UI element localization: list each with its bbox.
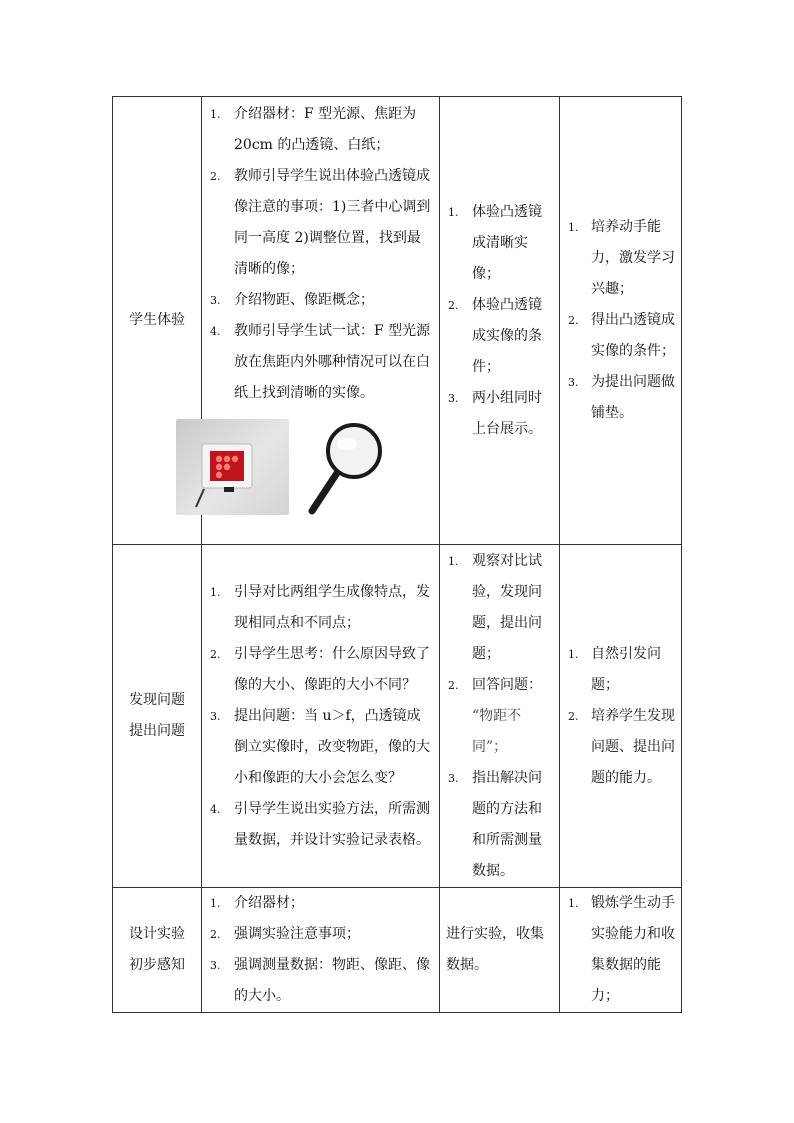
- list-item: 1. 体验凸透镜成清晰实像；: [448, 203, 542, 282]
- list-item: 2. 教师引导学生说出体验凸透镜成像注意的事项：1)三者中心调到同一高度 2)调整位置，找到最清晰的像；: [210, 168, 431, 277]
- list-item: 3. 提出问题：当 u＞f，凸透镜成倒立实像时，改变物距，像的大小和像距的大小会怎么变？: [210, 707, 430, 786]
- list-item: 1. 培养动手能力，激发学习兴趣；: [568, 219, 675, 297]
- table-row: [113, 888, 682, 1013]
- list-item: 4. 引导学生说出实验方法，所需测量数据，并设计实验记录表格。: [210, 800, 430, 848]
- answer-quote: “物距不同”；: [472, 707, 522, 755]
- student-activity-list: [440, 546, 559, 887]
- list-item: 2. 回答问题： “物距不同”；: [448, 676, 542, 755]
- list-item: 3. 介绍物距、像距概念；: [210, 292, 374, 308]
- student-activity-text: 进行实验，收集数据。: [446, 926, 544, 973]
- list-item: 1. 介绍器材；: [210, 895, 304, 911]
- design-purpose-list: [560, 888, 681, 1012]
- list-item: 2. 强调实验注意事项；: [210, 926, 360, 942]
- teacher-activity-list: [202, 577, 439, 856]
- table-row: [113, 97, 682, 545]
- stage-label: 学生体验: [129, 312, 185, 328]
- teacher-activity-cell: [202, 545, 440, 888]
- list-item: 1. 观察对比试验，发现问题，提出问题；: [448, 552, 542, 662]
- list-item: 3. 为提出问题做铺垫。: [568, 374, 675, 421]
- design-purpose-list: [560, 639, 681, 794]
- teacher-activity-cell: [202, 888, 440, 1013]
- list-item: 4. 教师引导学生试一试：F 型光源放在焦距内外哪种情况可以在白纸上找到清晰的实像。: [210, 323, 431, 401]
- list-item: 3. 强调测量数据：物距、像距、像的大小。: [210, 957, 430, 1004]
- design-purpose-cell: [560, 888, 682, 1013]
- stage-cell: [113, 545, 202, 888]
- student-activity-list: [440, 197, 559, 445]
- list-item: 1. 引导对比两组学生成像特点，发现相同点和不同点；: [210, 583, 430, 631]
- lesson-plan-table: [112, 96, 682, 1013]
- teacher-activity-list: [202, 99, 439, 409]
- design-purpose-cell: [560, 545, 682, 888]
- stage-label: 提出问题: [129, 723, 185, 739]
- design-purpose-list: [560, 212, 681, 429]
- list-item: 2. 体验凸透镜成实像的条件；: [448, 296, 542, 375]
- list-item: 1. 锻炼学生动手实验能力和收集数据的能力；: [568, 895, 675, 1004]
- student-activity-cell: [440, 545, 560, 888]
- list-item: 2. 引导学生思考：什么原因导致了像的大小、像距的大小不同？: [210, 645, 430, 693]
- convex-lens-magnifier-photo: [292, 419, 405, 515]
- stage-label: 初步感知: [129, 957, 185, 973]
- student-activity-cell: [440, 888, 560, 1013]
- list-item: 2. 得出凸透镜成实像的条件；: [568, 312, 675, 359]
- table-row: [113, 545, 682, 888]
- list-item: 3. 指出解决问题的方法和和所需测量数据。: [448, 769, 542, 879]
- teacher-activity-cell: [202, 97, 440, 545]
- stage-label: 发现问题: [129, 692, 185, 708]
- equipment-photos: [176, 419, 439, 515]
- list-item: 1. 自然引发问题；: [568, 645, 661, 693]
- stage-label: 设计实验: [129, 926, 185, 942]
- f-light-source-photo: [176, 419, 289, 515]
- design-purpose-cell: [560, 97, 682, 545]
- stage-cell: [113, 888, 202, 1013]
- teacher-activity-list: [202, 888, 439, 1012]
- student-activity-cell: [440, 97, 560, 545]
- list-item: 3. 两小组同时上台展示。: [448, 389, 542, 437]
- list-item: 1. 介绍器材：F 型光源、焦距为 20cm 的凸透镜、白纸；: [210, 106, 417, 153]
- list-item: 2. 培养学生发现问题、提出问题的能力。: [568, 707, 675, 786]
